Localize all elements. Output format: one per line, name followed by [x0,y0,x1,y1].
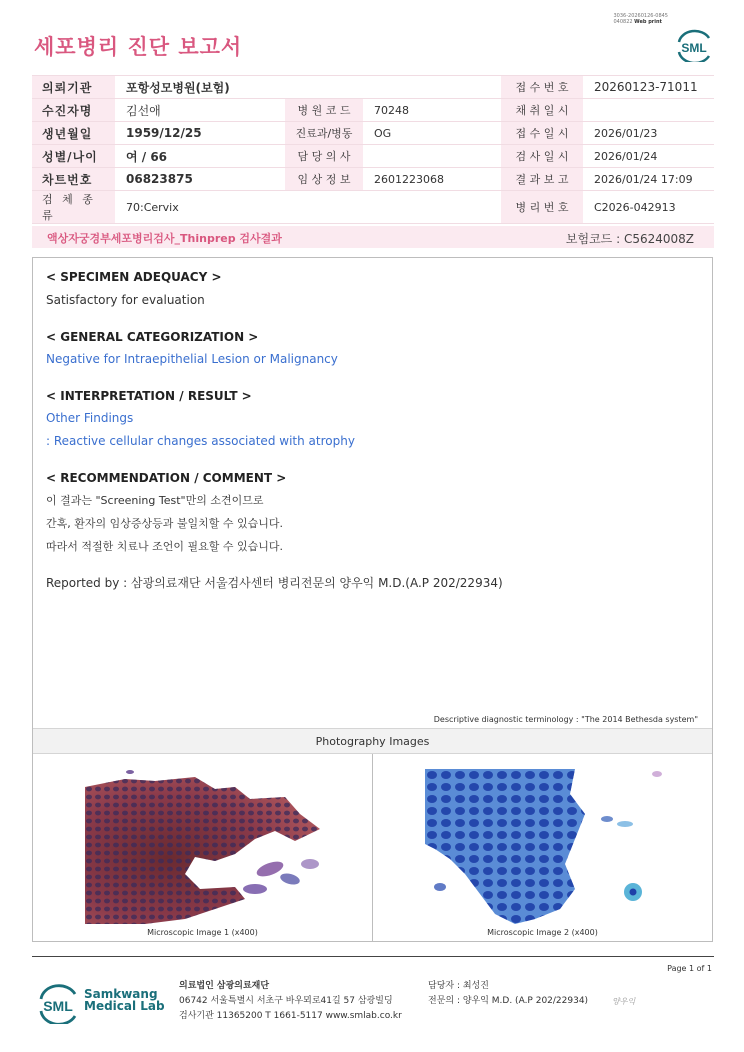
general-categorization-heading: < GENERAL CATEGORIZATION > [46,330,259,344]
document-code-line1: 3036-20260126-0845 [613,13,668,19]
adequacy-text: Satisfactory for evaluation [46,293,205,307]
table-row [32,99,714,122]
label-chart-number: 차트번호 [32,168,115,191]
brand-line-1: Samkwang [84,987,158,1001]
recommendation-text-2: 간혹, 환자의 임상증상등과 불일치할 수 있습니다. [46,517,283,530]
page-number: Page 1 of 1 [667,964,712,973]
value-receipt-date: 2026/01/23 [583,122,714,145]
table-row [32,145,714,168]
label-requesting-institution: 의뢰기관 [32,76,115,99]
label-department: 진료과/병동 [285,122,363,145]
svg-text:SML: SML [43,998,73,1014]
brand-line-2: Medical Lab [84,999,165,1013]
image-1-caption: Microscopic Image 1 (x400) [147,928,258,937]
recommendation-text-1: 이 결과는 "Screening Test"만의 소견이므로 [46,494,264,507]
svg-text:SML: SML [681,41,707,55]
photography-images-title: Photography Images [33,728,712,754]
label-test-date: 검 사 일 시 [501,145,583,168]
label-patient-name: 수진자명 [32,99,115,122]
recommendation-text-3: 따라서 적절한 치료나 조언이 필요할 수 있습니다. [46,540,283,553]
specialist-signature: 양우익 [612,997,636,1006]
table-row [32,122,714,145]
footer-staff [428,979,588,1009]
exam-name: 액상자궁경부세포병리검사_Thinprep 검사결과 [47,232,282,245]
microscopic-image-2 [425,769,669,924]
microscopic-image-1 [85,769,331,924]
image-2-caption: Microscopic Image 2 (x400) [487,928,598,937]
label-collection-date: 채 취 일 시 [501,99,583,122]
label-sex-age: 성별/나이 [32,145,115,168]
exam-title-bar [32,226,714,248]
manager-name: 담당자 : 최성진 [428,981,489,991]
interpretation-text-1: Other Findings [46,411,134,425]
document-code-line2: 040822 [613,19,633,25]
sml-logo-icon [36,982,80,1024]
footer-organization [179,979,402,1024]
page-title: 세포병리 진단 보고서 [34,35,243,59]
interpretation-text-2: : Reactive cellular changes associated with atrophy [46,434,355,448]
value-pathology-number: C2026-042913 [583,191,714,224]
label-receipt-date: 접 수 일 시 [501,122,583,145]
patient-info-table [32,75,714,224]
table-row [32,168,714,191]
value-birth-date: 1959/12/25 [115,122,285,145]
recommendation-heading: < RECOMMENDATION / COMMENT > [46,471,287,485]
sml-logo-icon [675,28,713,62]
brand-name [84,988,165,1012]
specialist-name: 전문의 : 양우익 M.D. (A.P 202/22934) [428,996,589,1006]
value-attending-doctor [363,145,501,168]
value-result-report: 2026/01/24 17:09 [583,168,714,191]
table-row [32,76,714,99]
insurance-code: 보험코드 : C5624008Z [565,232,694,246]
label-result-report: 결 과 보 고 [501,168,583,191]
photo-divider [372,754,373,941]
organization-name: 의료법인 삼광의료재단 [179,981,270,991]
value-collection-date [583,99,714,122]
value-hospital-code: 70248 [363,99,501,122]
value-receipt-number: 20260123-71011 [583,76,714,99]
document-code [613,13,668,25]
value-chart-number: 06823875 [115,168,285,191]
label-attending-doctor: 담 당 의 사 [285,145,363,168]
value-clinical-info: 2601223068 [363,168,501,191]
interpretation-heading: < INTERPRETATION / RESULT > [46,389,252,403]
result-panel [32,257,713,942]
label-clinical-info: 임 상 정 보 [285,168,363,191]
organization-contact: 검사기관 11365200 T 1661-5117 www.smlab.co.kr [179,1011,402,1021]
reported-by: Reported by : 삼광의료재단 서울검사센터 병리전문의 양우익 M.D.(A.P 202/22934) [46,576,503,590]
label-hospital-code: 병 원 코 드 [285,99,363,122]
adequacy-heading: < SPECIMEN ADEQUACY > [46,270,222,284]
table-row [32,191,714,224]
bethesda-note: Descriptive diagnostic terminology : "The 2014 Bethesda system" [433,715,698,724]
general-categorization-text: Negative for Intraepithelial Lesion or Malignancy [46,352,338,366]
web-print-label: Web print [634,19,662,25]
label-pathology-number: 병 리 번 호 [501,191,583,224]
value-patient-name: 김선애 [115,99,285,122]
value-department: OG [363,122,501,145]
value-test-date: 2026/01/24 [583,145,714,168]
organization-address: 06742 서울특별시 서초구 바우뫼로41길 57 삼광빌딩 [179,996,393,1006]
value-specimen-type: 70:Cervix [115,191,501,224]
footer-divider [32,956,714,957]
label-receipt-number: 접 수 번 호 [501,76,583,99]
value-requesting-institution: 포항성모병원(보험) [115,76,501,99]
label-specimen-type: 검 체 종 류 [32,191,115,224]
label-birth-date: 생년월일 [32,122,115,145]
value-sex-age: 여 / 66 [115,145,285,168]
